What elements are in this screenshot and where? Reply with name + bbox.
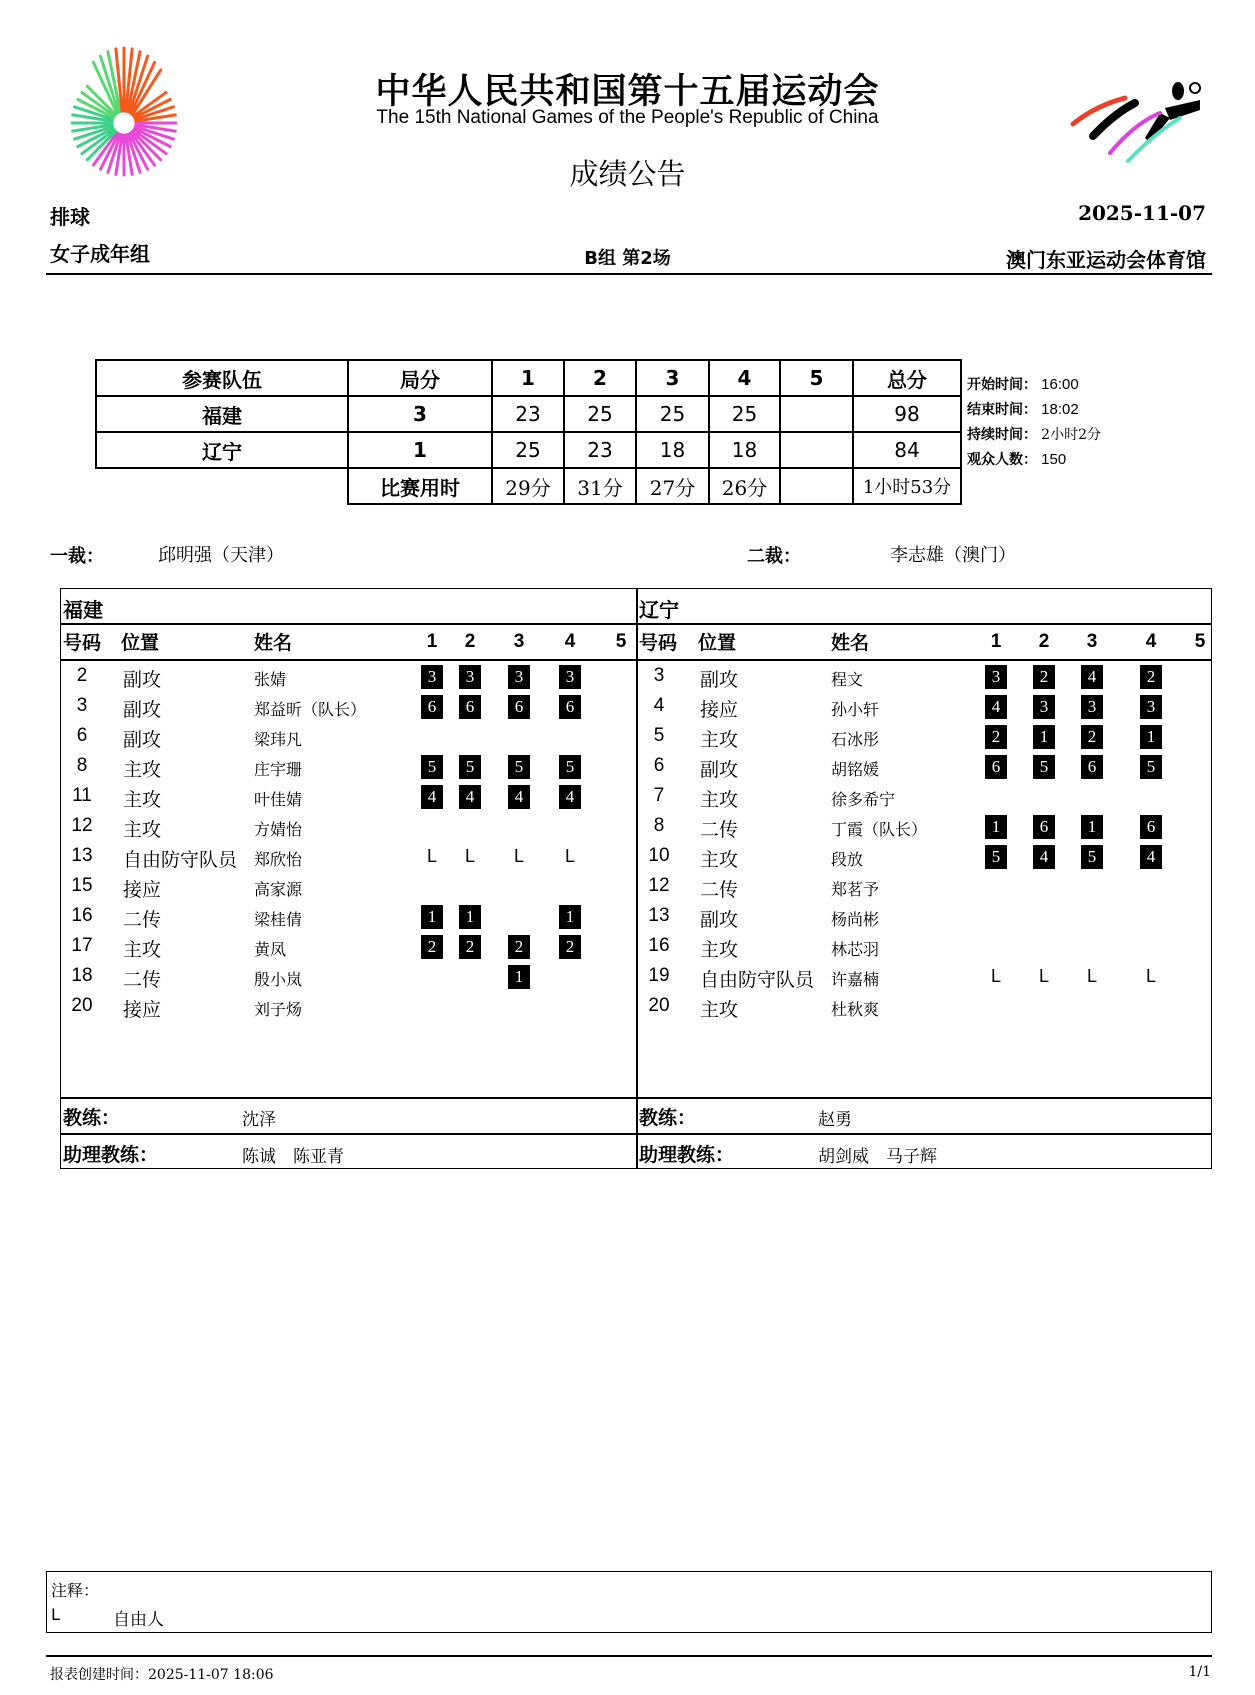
player-name: 庄宇珊 (254, 760, 303, 779)
player-number: 8 (76, 755, 88, 776)
assistant-coach-label: 助理教练： (63, 1144, 159, 1166)
second-referee-label: 二裁： (747, 546, 801, 567)
starting-position: 1 (1140, 725, 1162, 749)
score-row (96, 396, 961, 432)
starting-position: 5 (508, 755, 530, 779)
team-name: 福建 (96, 396, 348, 432)
first-referee: 邱明强（天津） (158, 545, 284, 566)
starting-position: 5 (559, 755, 581, 779)
total-score: 84 (853, 432, 961, 468)
sets-won: 3 (348, 396, 492, 432)
player-number: 11 (72, 785, 92, 806)
player-position: 主攻 (123, 819, 162, 841)
team-name: 辽宁 (639, 598, 679, 622)
first-referee-label: 一裁： (50, 546, 104, 567)
starting-position: 6 (985, 755, 1007, 779)
starting-position: 4 (421, 785, 443, 809)
player-name: 段放 (831, 850, 864, 869)
starting-position: 6 (1140, 815, 1162, 839)
document-title: 成绩公告 (569, 157, 686, 191)
set-duration: 31分 (564, 468, 636, 504)
starting-position: 2 (1081, 725, 1103, 749)
notes-key: L (51, 1605, 60, 1624)
set-score: 18 (709, 432, 780, 468)
starting-position: 6 (1081, 755, 1103, 779)
second-referee: 李志雄（澳门） (890, 545, 1016, 566)
player-position: 主攻 (123, 789, 162, 811)
team-name: 福建 (63, 598, 103, 622)
player-position: 二传 (700, 879, 739, 901)
header-divider (46, 273, 1212, 275)
category-label: 女子成年组 (50, 242, 150, 266)
libero-marker: L (564, 846, 575, 866)
player-position: 副攻 (700, 759, 739, 781)
header-position: 位置 (121, 632, 160, 654)
player-position: 主攻 (700, 729, 739, 751)
starting-position: 3 (1081, 695, 1103, 719)
player-number: 8 (653, 815, 665, 836)
player-position: 副攻 (123, 699, 162, 721)
starting-position: 2 (559, 935, 581, 959)
header-set-4: 4 (709, 360, 780, 396)
player-name: 胡铭媛 (831, 760, 880, 779)
set-duration: 26分 (709, 468, 780, 504)
team-name: 辽宁 (96, 432, 348, 468)
player-number: 20 (71, 995, 93, 1016)
player-number: 15 (71, 875, 93, 896)
header-set: 1 (990, 631, 1002, 652)
header-set-1: 1 (492, 360, 564, 396)
player-position: 主攻 (700, 999, 739, 1021)
starting-position: 1 (1081, 815, 1103, 839)
set-score (780, 396, 853, 432)
starting-position: 2 (1140, 665, 1162, 689)
starting-position: 4 (985, 695, 1007, 719)
total-duration: 1小时53分 (853, 468, 961, 504)
player-position: 主攻 (700, 849, 739, 871)
player-position: 接应 (123, 879, 162, 901)
header-team: 参赛队伍 (96, 360, 348, 396)
header-set: 2 (464, 631, 476, 652)
starting-position: 5 (1081, 845, 1103, 869)
starting-position: 3 (559, 665, 581, 689)
starting-position: 2 (508, 935, 530, 959)
player-position: 主攻 (700, 789, 739, 811)
match-label: B组 第2场 (584, 248, 671, 269)
player-number: 19 (648, 965, 670, 986)
coach-label: 教练： (639, 1107, 697, 1129)
starting-position: 5 (421, 755, 443, 779)
starting-position: 5 (1140, 755, 1162, 779)
starting-position: 3 (985, 665, 1007, 689)
starting-position: 6 (459, 695, 481, 719)
score-row (96, 432, 961, 468)
duration: 持续时间： 2小时2分 (967, 426, 1101, 443)
libero-marker: L (1086, 966, 1097, 986)
player-number: 13 (648, 905, 670, 926)
footer-divider (46, 1655, 1212, 1657)
player-name: 郑益昕（队长） (254, 700, 367, 719)
starting-position: 4 (508, 785, 530, 809)
player-position: 副攻 (700, 909, 739, 931)
player-name: 梁玮凡 (254, 730, 303, 749)
starting-position: 2 (421, 935, 443, 959)
player-name: 方婧怡 (254, 820, 303, 839)
roster-divider (636, 589, 638, 1169)
starting-position: 4 (1081, 665, 1103, 689)
set-score: 23 (564, 432, 636, 468)
header-set: 3 (513, 631, 525, 652)
player-position: 二传 (700, 819, 739, 841)
header-name: 姓名 (831, 632, 870, 654)
set-score: 25 (636, 396, 709, 432)
player-position: 主攻 (123, 939, 162, 961)
player-name: 殷小岚 (254, 970, 303, 989)
player-number: 3 (76, 695, 88, 716)
starting-position: 4 (559, 785, 581, 809)
assistant-coaches: 陈诚 陈亚青 (242, 1147, 344, 1167)
player-name: 叶佳婧 (254, 790, 303, 809)
player-number: 17 (71, 935, 93, 956)
starting-position: 3 (508, 665, 530, 689)
starting-position: 3 (459, 665, 481, 689)
starting-position: 2 (985, 725, 1007, 749)
player-name: 郑欣怡 (254, 850, 303, 869)
player-name: 丁霞（队长） (831, 820, 928, 839)
match-info (967, 372, 1101, 472)
player-position: 主攻 (700, 939, 739, 961)
coach-name: 赵勇 (818, 1110, 852, 1130)
header-number: 号码 (639, 632, 678, 654)
starting-position: 6 (421, 695, 443, 719)
header-set: 4 (1145, 631, 1157, 652)
starting-position: 1 (559, 905, 581, 929)
player-name: 张婧 (254, 670, 287, 689)
venue-label: 澳门东亚运动会体育馆 (1006, 248, 1206, 272)
match-date: 2025-11-07 (1078, 201, 1206, 225)
coach-name: 沈泽 (242, 1110, 276, 1130)
games-title-en: The 15th National Games of the People's Republic of China (376, 107, 879, 128)
header-set-3: 3 (636, 360, 709, 396)
player-name: 高家源 (254, 880, 303, 899)
player-number: 18 (71, 965, 93, 986)
total-score: 98 (853, 396, 961, 432)
player-position: 二传 (123, 909, 162, 931)
set-duration: 29分 (492, 468, 564, 504)
header-position: 位置 (698, 632, 737, 654)
notes-label: 注释： (51, 1581, 100, 1600)
header-set: 5 (615, 631, 627, 652)
starting-position: 2 (459, 935, 481, 959)
libero-marker: L (513, 846, 524, 866)
starting-position: 6 (508, 695, 530, 719)
header-number: 号码 (63, 632, 102, 654)
player-position: 主攻 (123, 759, 162, 781)
notes-meaning: 自由人 (113, 1610, 164, 1630)
player-number: 4 (653, 695, 665, 716)
starting-position: 3 (421, 665, 443, 689)
header-name: 姓名 (254, 632, 293, 654)
player-name: 黄凤 (254, 940, 287, 959)
player-name: 许嘉楠 (831, 970, 880, 989)
starting-position: 3 (1140, 695, 1162, 719)
player-number: 6 (76, 725, 88, 746)
set-score: 25 (709, 396, 780, 432)
player-name: 石冰彤 (831, 730, 880, 749)
starting-position: 4 (459, 785, 481, 809)
set-duration: 27分 (636, 468, 709, 504)
player-name: 刘子炀 (254, 1000, 303, 1019)
header-sets-won: 局分 (348, 360, 492, 396)
player-position: 副攻 (123, 729, 162, 751)
starting-position: 1 (508, 965, 530, 989)
player-name: 杜秋爽 (831, 1000, 880, 1019)
player-position: 二传 (123, 969, 162, 991)
header-set: 2 (1038, 631, 1050, 652)
libero-marker: L (1038, 966, 1049, 986)
starting-position: 4 (1033, 845, 1055, 869)
player-name: 梁桂倩 (254, 910, 303, 929)
player-number: 7 (653, 785, 665, 806)
player-number: 13 (71, 845, 93, 866)
set-score: 23 (492, 396, 564, 432)
team-rosters (60, 588, 1212, 1169)
set-score: 25 (492, 432, 564, 468)
player-position: 接应 (700, 699, 739, 721)
header-set: 4 (564, 631, 576, 652)
set-score: 25 (564, 396, 636, 432)
libero-marker: L (1145, 966, 1156, 986)
starting-position: 5 (1033, 755, 1055, 779)
set-score (780, 432, 853, 468)
set-score: 18 (636, 432, 709, 468)
notes-box (46, 1571, 1212, 1633)
libero-marker: L (464, 846, 475, 866)
player-number: 6 (653, 755, 665, 776)
duration-row (96, 468, 961, 504)
score-table (95, 359, 962, 505)
games-title-cn: 中华人民共和国第十五届运动会 (375, 72, 880, 112)
starting-position: 1 (985, 815, 1007, 839)
player-number: 12 (648, 875, 670, 896)
set-duration (780, 468, 853, 504)
player-number: 20 (648, 995, 670, 1016)
player-number: 16 (71, 905, 93, 926)
report-created: 报表创建时间：2025-11-07 18:06 (50, 1667, 274, 1683)
player-number: 3 (653, 665, 665, 686)
sets-won: 1 (348, 432, 492, 468)
header-set-5: 5 (780, 360, 853, 396)
starting-position: 2 (1033, 665, 1055, 689)
end-time: 结束时间： 18:02 (967, 401, 1079, 418)
player-name: 孙小轩 (831, 700, 880, 719)
assistant-coach-label: 助理教练： (639, 1144, 735, 1166)
player-position: 接应 (123, 999, 162, 1021)
header-set: 5 (1194, 631, 1206, 652)
player-name: 林芯羽 (831, 940, 880, 959)
starting-position: 1 (459, 905, 481, 929)
player-name: 徐多希宁 (831, 790, 896, 809)
libero-marker: L (990, 966, 1001, 986)
starting-position: 6 (559, 695, 581, 719)
score-header-row (96, 360, 961, 396)
player-number: 12 (71, 815, 93, 836)
assistant-coaches: 胡剑威 马子辉 (818, 1147, 937, 1167)
player-name: 程文 (831, 670, 864, 689)
player-number: 5 (653, 725, 665, 746)
sport-label: 排球 (50, 205, 90, 229)
player-position: 自由防守队员 (123, 849, 238, 871)
player-number: 10 (648, 845, 670, 866)
header-total: 总分 (853, 360, 961, 396)
player-name: 杨尚彬 (831, 910, 880, 929)
starting-position: 6 (1033, 815, 1055, 839)
start-time: 开始时间： 16:00 (967, 376, 1079, 393)
header-set: 3 (1086, 631, 1098, 652)
player-position: 副攻 (700, 669, 739, 691)
header-set: 1 (426, 631, 438, 652)
starting-position: 5 (459, 755, 481, 779)
starting-position: 1 (421, 905, 443, 929)
header-set-2: 2 (564, 360, 636, 396)
starting-position: 3 (1033, 695, 1055, 719)
starting-position: 1 (1033, 725, 1055, 749)
player-number: 16 (648, 935, 670, 956)
player-name: 郑茗予 (831, 880, 880, 899)
starting-position: 5 (985, 845, 1007, 869)
starting-position: 4 (1140, 845, 1162, 869)
attendance: 观众人数： 150 (967, 451, 1067, 468)
player-position: 自由防守队员 (700, 969, 815, 991)
duration-label: 比赛用时 (348, 468, 492, 504)
libero-marker: L (426, 846, 437, 866)
player-number: 2 (76, 665, 88, 686)
player-position: 副攻 (123, 669, 162, 691)
page-number: 1/1 (1188, 1664, 1211, 1680)
coach-label: 教练： (63, 1107, 121, 1129)
